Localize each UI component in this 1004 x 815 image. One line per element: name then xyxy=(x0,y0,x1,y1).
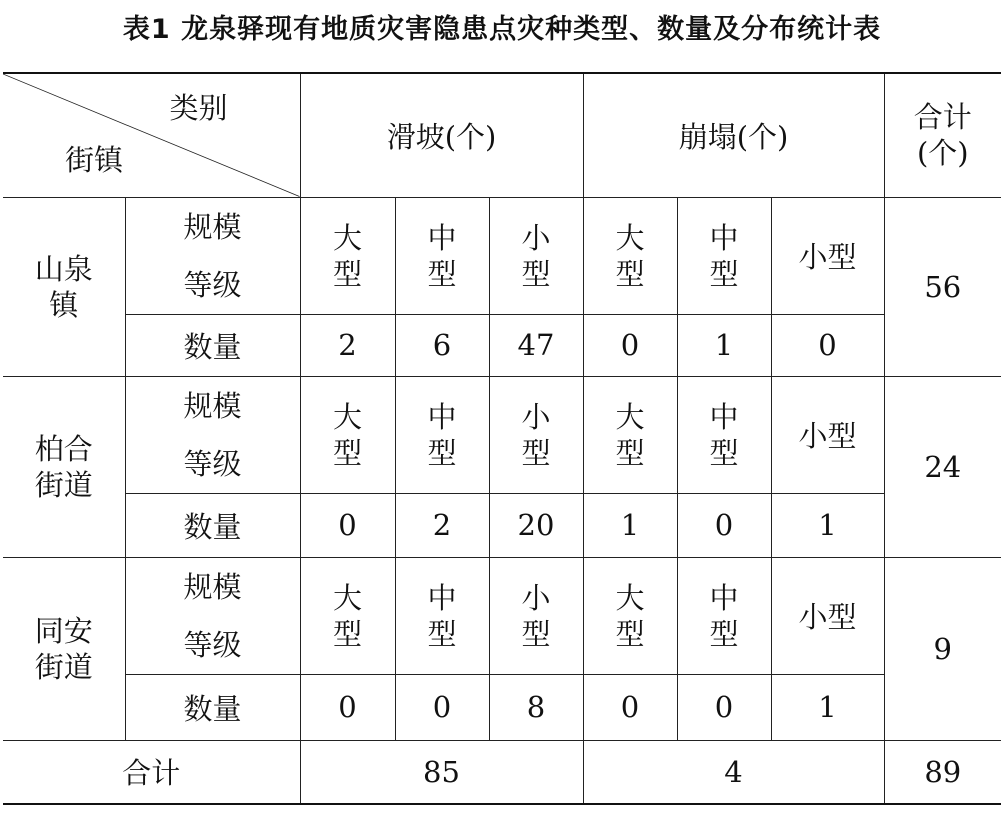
landslide-total: 85 xyxy=(300,740,583,804)
header-row xyxy=(3,73,1001,197)
corner-diagonal-cell xyxy=(3,73,300,197)
town-total-cell: 24 xyxy=(884,376,1001,557)
town-name-cell: 山泉镇 xyxy=(3,197,125,376)
size-large-cell: 大型 xyxy=(300,376,395,493)
count-cell: 0 xyxy=(300,493,395,557)
town-scale-row xyxy=(3,557,1001,674)
count-cell: 0 xyxy=(583,674,677,740)
count-label: 数量 xyxy=(125,314,300,376)
town-count-row xyxy=(3,314,1001,376)
town-count-row xyxy=(3,493,1001,557)
count-cell: 2 xyxy=(395,493,489,557)
size-medium-cell: 中型 xyxy=(677,197,771,314)
scale-level-label: 规模 等级 xyxy=(125,197,300,314)
count-cell: 1 xyxy=(677,314,771,376)
count-cell: 8 xyxy=(489,674,583,740)
size-small-cell: 小型 xyxy=(489,557,583,674)
count-cell: 1 xyxy=(771,674,884,740)
total-header: 合计 (个) xyxy=(884,73,1001,197)
count-label: 数量 xyxy=(125,493,300,557)
size-small-cell: 小型 xyxy=(771,557,884,674)
corner-town-label: 街镇 xyxy=(65,142,124,177)
count-cell: 0 xyxy=(395,674,489,740)
size-medium-cell: 中型 xyxy=(395,197,489,314)
count-cell: 0 xyxy=(300,674,395,740)
size-medium-cell: 中型 xyxy=(677,557,771,674)
size-small-cell: 小型 xyxy=(489,197,583,314)
size-large-cell: 大型 xyxy=(583,197,677,314)
landslide-header: 滑坡(个) xyxy=(300,73,583,197)
size-medium-cell: 中型 xyxy=(395,376,489,493)
collapse-total: 4 xyxy=(583,740,884,804)
count-cell: 0 xyxy=(771,314,884,376)
count-cell: 2 xyxy=(300,314,395,376)
count-cell: 1 xyxy=(583,493,677,557)
town-name-cell: 柏合街道 xyxy=(3,376,125,557)
count-label: 数量 xyxy=(125,674,300,740)
size-small-cell: 小型 xyxy=(771,197,884,314)
corner-category-label: 类别 xyxy=(169,91,228,125)
count-cell: 0 xyxy=(677,493,771,557)
size-small-cell: 小型 xyxy=(489,376,583,493)
count-cell: 6 xyxy=(395,314,489,376)
count-cell: 47 xyxy=(489,314,583,376)
town-total-cell: 56 xyxy=(884,197,1001,376)
size-large-cell: 大型 xyxy=(300,197,395,314)
town-count-row xyxy=(3,674,1001,740)
table-title: 表1 龙泉驿现有地质灾害隐患点灾种类型、数量及分布统计表 xyxy=(122,14,882,45)
summary-row xyxy=(3,740,1001,804)
diagonal-line xyxy=(3,74,300,197)
count-cell: 20 xyxy=(489,493,583,557)
scale-level-label: 规模 等级 xyxy=(125,376,300,493)
size-small-cell: 小型 xyxy=(771,376,884,493)
town-total-cell: 9 xyxy=(884,557,1001,740)
town-scale-row xyxy=(3,376,1001,493)
size-large-cell: 大型 xyxy=(583,557,677,674)
disaster-statistics-table xyxy=(3,72,1001,805)
count-cell: 1 xyxy=(771,493,884,557)
grand-total: 89 xyxy=(884,740,1001,804)
size-large-cell: 大型 xyxy=(583,376,677,493)
count-cell: 0 xyxy=(583,314,677,376)
summary-label: 合计 xyxy=(3,740,300,804)
size-large-cell: 大型 xyxy=(300,557,395,674)
scale-level-label: 规模 等级 xyxy=(125,557,300,674)
town-name-cell: 同安街道 xyxy=(3,557,125,740)
collapse-header: 崩塌(个) xyxy=(583,73,884,197)
size-medium-cell: 中型 xyxy=(395,557,489,674)
size-medium-cell: 中型 xyxy=(677,376,771,493)
count-cell: 0 xyxy=(677,674,771,740)
town-scale-row xyxy=(3,197,1001,314)
